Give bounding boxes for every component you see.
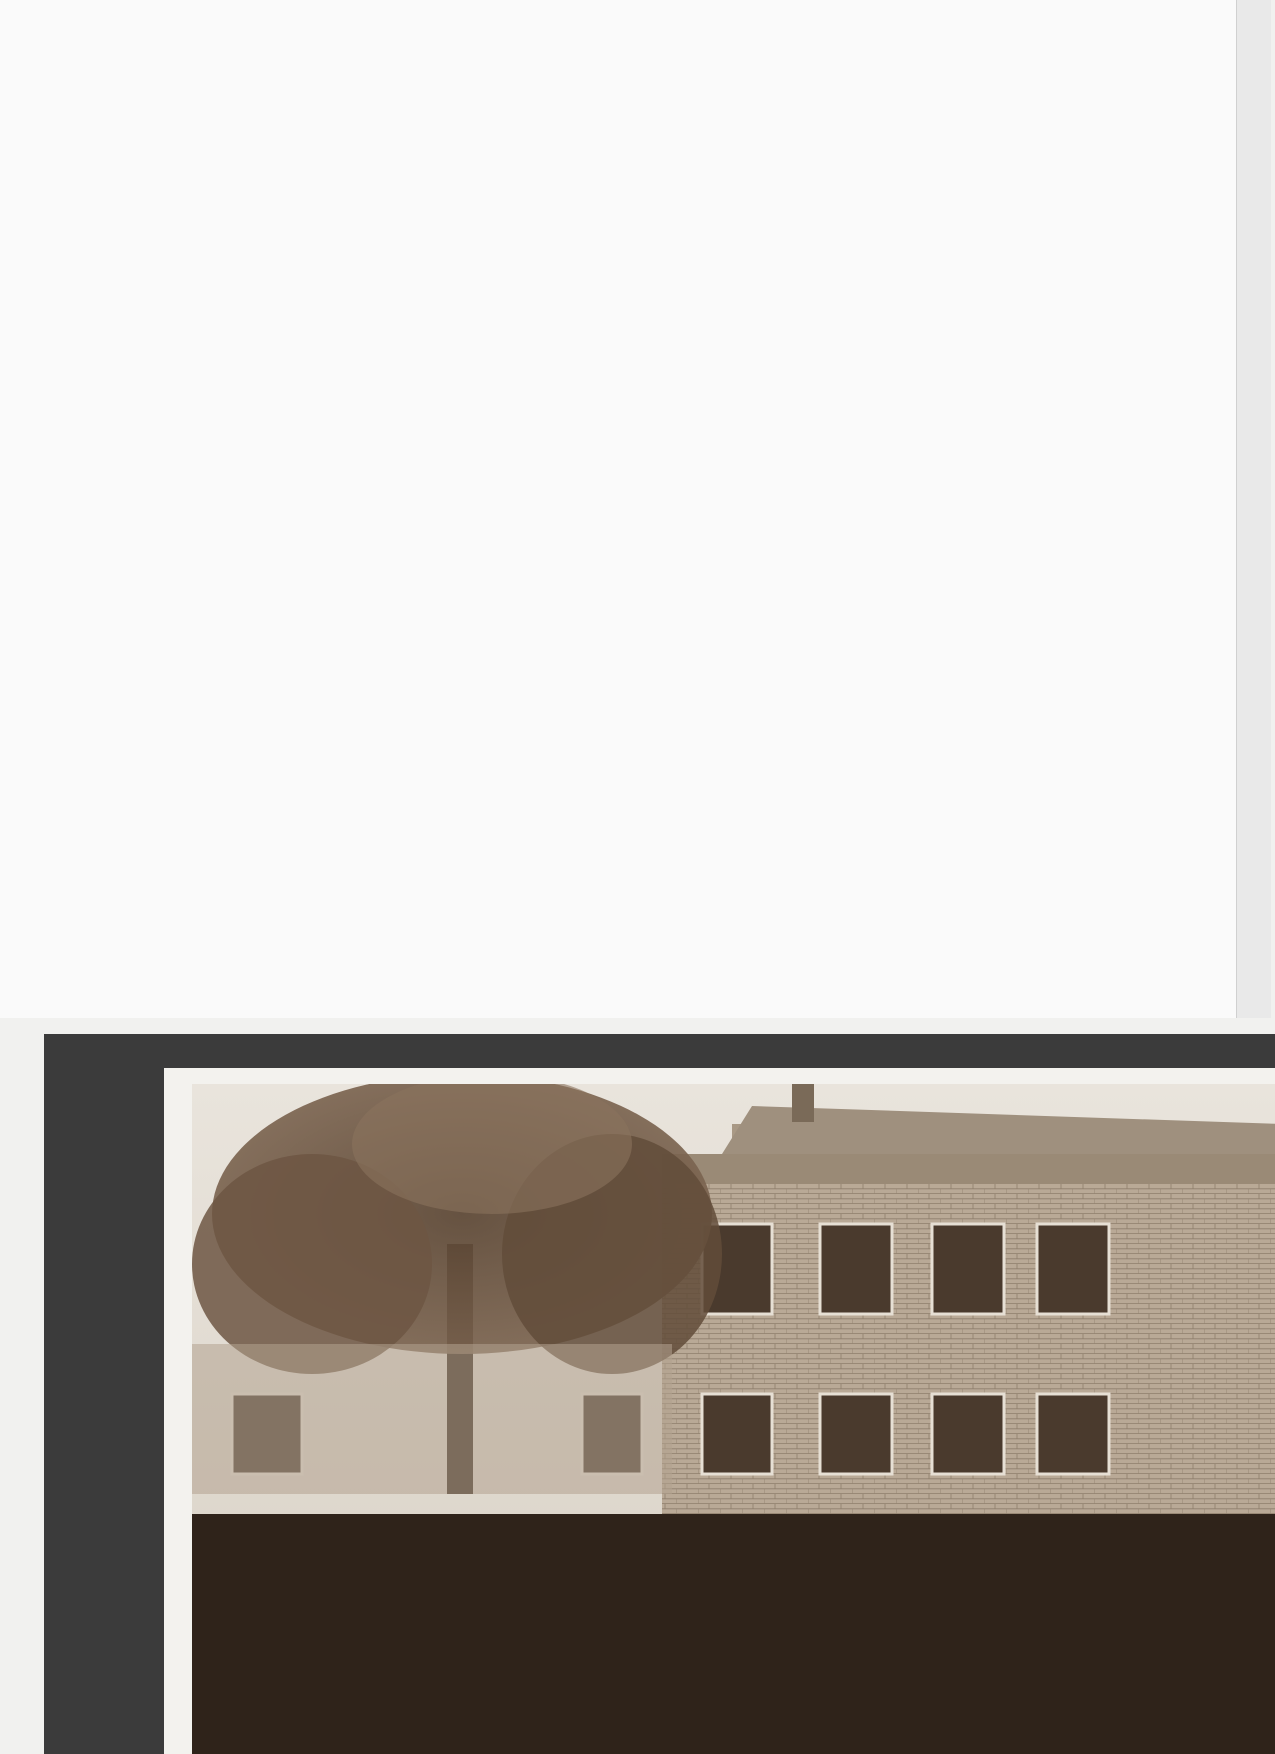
tree <box>192 1084 722 1494</box>
group-of-people <box>192 1514 1275 1754</box>
class-photo <box>192 1084 1275 1754</box>
